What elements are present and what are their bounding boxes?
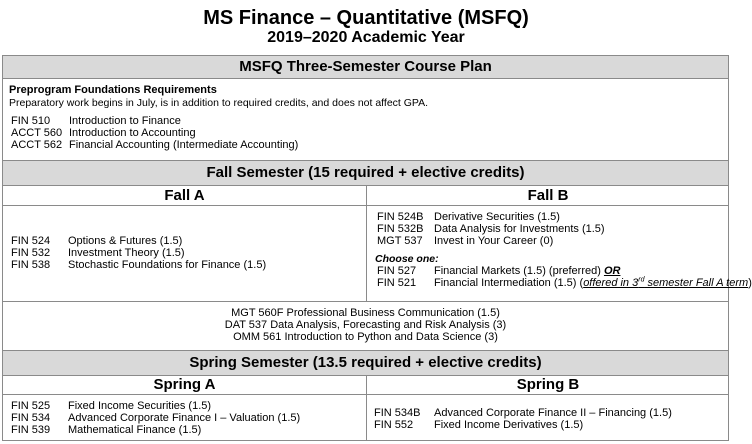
list-item <box>375 235 554 247</box>
page-title: MS Finance – Quantitative (MSFQ) <box>203 7 529 29</box>
spring-semester-heading: Spring Semester (13.5 required + elective credits) <box>3 351 728 375</box>
course-code: FIN 524B <box>377 211 424 223</box>
divider <box>3 394 728 395</box>
preprogram-heading: Preprogram Foundations Requirements <box>9 84 217 96</box>
column-divider <box>366 185 367 301</box>
course-code: FIN 510 <box>11 115 51 127</box>
or-label: OR <box>603 265 621 277</box>
academic-year-subtitle: 2019–2020 Academic Year <box>267 29 465 46</box>
divider <box>3 205 728 206</box>
course-code: FIN 524 <box>11 235 51 247</box>
list-item: DAT 537 Data Analysis, Forecasting and Risk Analysis (3) <box>224 319 507 331</box>
course-title: Investment Theory (1.5) <box>68 247 185 259</box>
closing-paren: ) <box>748 277 752 289</box>
course-code: FIN 532B <box>377 223 424 235</box>
spring-b-heading: Spring B <box>516 376 580 393</box>
list-item <box>9 139 428 151</box>
spring-a-heading: Spring A <box>153 376 216 393</box>
fall-b-heading: Fall B <box>527 187 569 204</box>
course-title: Stochastic Foundations for Finance (1.5) <box>68 259 267 271</box>
fall-a-heading: Fall A <box>164 187 205 204</box>
offering-note-text: offered in 3 <box>583 277 639 289</box>
course-title: Introduction to Finance <box>69 115 181 127</box>
course-title: Data Analysis for Investments (1.5) <box>434 223 605 235</box>
list-item <box>375 211 560 223</box>
course-title: Invest in Your Career (0) <box>434 235 554 247</box>
course-code: ACCT 562 <box>11 139 63 151</box>
list-item <box>9 115 428 127</box>
divider <box>3 78 728 79</box>
preprogram-note: Preparatory work begins in July, is in addition to required credits, and does not affect GPA. <box>9 97 429 109</box>
course-code: FIN 539 <box>11 424 51 436</box>
column-divider <box>366 375 367 441</box>
divider <box>3 301 728 302</box>
course-title: Fixed Income Securities (1.5) <box>68 400 212 412</box>
course-code: FIN 527 <box>377 265 417 277</box>
list-item <box>375 265 621 277</box>
fall-full-courses <box>3 307 728 343</box>
course-title: Financial Markets (1.5) (preferred) <box>434 265 601 277</box>
course-code: FIN 525 <box>11 400 51 412</box>
course-title: Introduction to Accounting <box>69 127 196 139</box>
list-item: MGT 560F Professional Business Communication (1.5) <box>231 307 500 319</box>
plan-title: MSFQ Three-Semester Course Plan <box>3 56 728 78</box>
fall-semester-heading: Fall Semester (15 required + elective credits) <box>3 161 728 185</box>
choose-one-label: Choose one: <box>375 253 439 265</box>
course-title: Fixed Income Derivatives (1.5) <box>434 419 584 431</box>
course-code: FIN 532 <box>11 247 51 259</box>
course-code: MGT 537 <box>377 235 423 247</box>
offering-note-sup: rd <box>638 276 645 284</box>
preprogram-section <box>9 84 428 151</box>
offering-note <box>583 277 748 289</box>
course-code: FIN 534 <box>11 412 51 424</box>
offering-note-text: semester Fall A term <box>644 277 749 289</box>
course-title: Advanced Corporate Finance II – Financing (1.5) <box>434 407 672 419</box>
course-title: Advanced Corporate Finance I – Valuation (1.5) <box>68 412 301 424</box>
course-title: Financial Accounting (Intermediate Accounting) <box>69 139 299 151</box>
course-title: Financial Intermediation (1.5) ( <box>434 277 584 289</box>
list-item: OMM 561 Introduction to Python and Data Science (3) <box>233 331 498 343</box>
fall-b-courses <box>375 211 752 289</box>
course-code: FIN 521 <box>377 277 417 289</box>
course-title: Mathematical Finance (1.5) <box>68 424 202 436</box>
course-plan-table <box>2 55 752 441</box>
list-item <box>9 127 428 139</box>
course-title: Derivative Securities (1.5) <box>434 211 560 223</box>
course-code: FIN 538 <box>11 259 51 271</box>
course-code: FIN 534B <box>374 407 421 419</box>
list-item <box>375 276 752 289</box>
course-code: FIN 552 <box>374 419 414 431</box>
course-title: Options & Futures (1.5) <box>68 235 183 247</box>
course-code: ACCT 560 <box>11 127 63 139</box>
list-item <box>375 223 605 235</box>
